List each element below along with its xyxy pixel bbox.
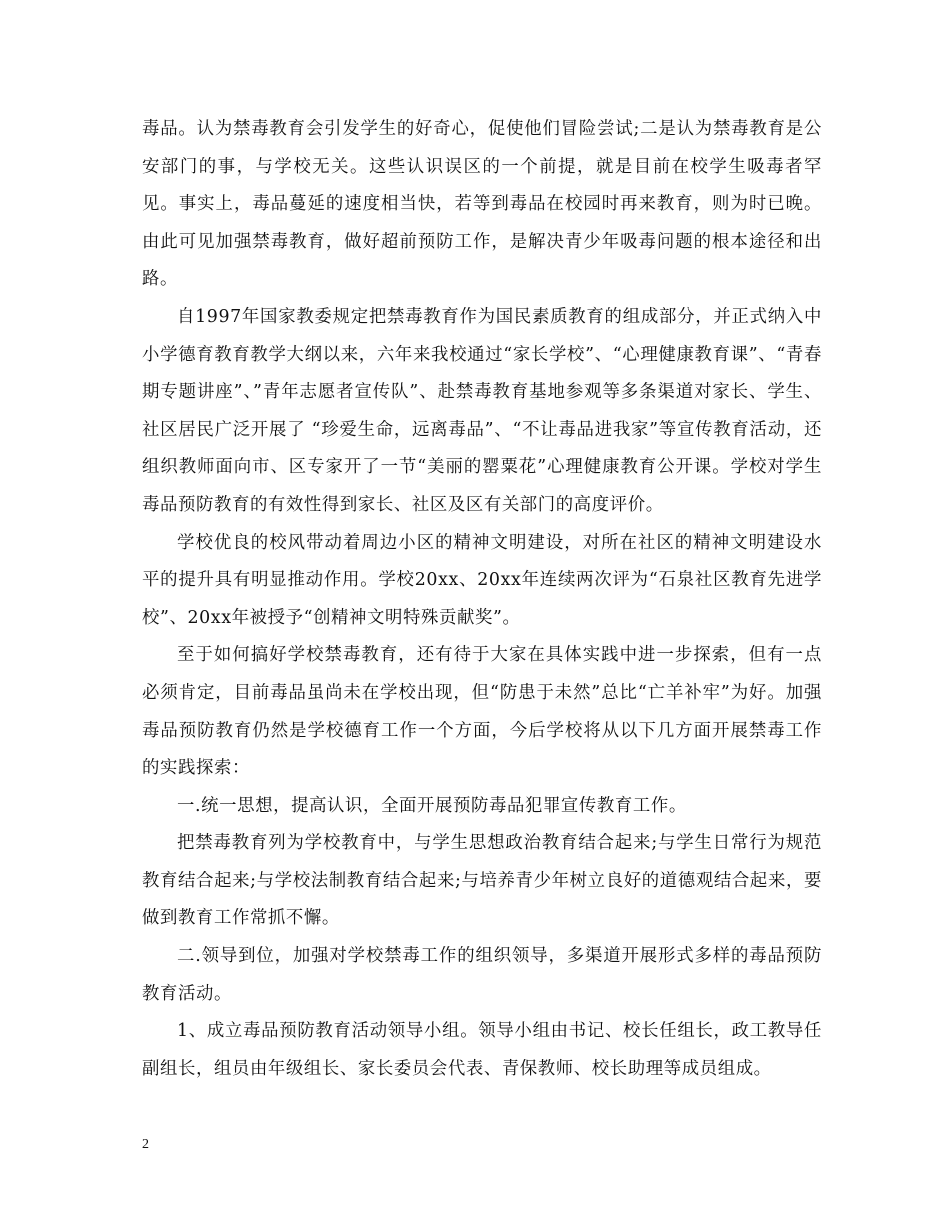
section-heading-2: 二.领导到位，加强对学校禁毒工作的组织领导，多渠道开展形式多样的毒品预防教育活动。 — [142, 946, 822, 1004]
paragraph-history: 自1997年国家教委规定把禁毒教育作为国民素质教育的组成部分，并正式纳入中小学德育教育教学大纲以来，六年来我校通过“家长学校”、“心理健康教育课”、“青春期专题讲座”、”青年志愿者宣传队”、赴禁毒教育基地参观等多条渠道对家长、学生、社区居民广泛开展了 “珍爱生命，远离毒品”、“不让毒品进我家”等宣传教育活动，还组织教师面向市、区专家开了一节“美丽的罂粟花”心理健康教育公开课。学校对学生毒品预防教育的有效性得到家长、社区及区有关部门的高度评价。 — [142, 306, 822, 515]
paragraph-leadership-group: 1、成立毒品预防教育活动领导小组。领导小组由书记、校长任组长，政工教导任副组长，组员由年级组长、家长委员会代表、青保教师、校长助理等成员组成。 — [142, 1021, 822, 1079]
paragraph-future-work: 至于如何搞好学校禁毒教育，还有待于大家在具体实践中进一步探索，但有一点必须肯定，目前毒品虽尚未在学校出现，但“防患于未然”总比“亡羊补牢”为好。加强毒品预防教育仍然是学校德育工作一个方面，今后学校将从以下几方面开展禁毒工作的实践探索： — [142, 645, 822, 779]
paragraph-continuation: 毒品。认为禁毒教育会引发学生的好奇心，促使他们冒险尝试;二是认为禁毒教育是公安部门的事，与学校无关。这些认识误区的一个前提，就是目前在校学生吸毒者罕见。事实上，毒品蔓延的速度相当快，若等到毒品在校园时再来教育，则为时已晚。由此可见加强禁毒教育，做好超前预防工作，是解决青少年吸毒问题的根本途径和出路。 — [142, 119, 822, 290]
page-number: 2 — [142, 1137, 149, 1152]
paragraph-school-culture: 学校优良的校风带动着周边小区的精神文明建设，对所在社区的精神文明建设水平的提升具有明显推动作用。学校20xx、20xx年连续两次评为“石泉社区教育先进学校”、20xx年被授予“创精神文明特殊贡献奖”。 — [142, 532, 822, 628]
section-heading-1: 一.统一思想，提高认识，全面开展预防毒品犯罪宣传教育工作。 — [177, 795, 687, 816]
document-body — [142, 111, 822, 1088]
paragraph-integration: 把禁毒教育列为学校教育中，与学生思想政治教育结合起来;与学生日常行为规范教育结合起来;与学校法制教育结合起来;与培养青少年树立良好的道德观结合起来，要做到教育工作常抓不懈。 — [142, 833, 822, 929]
